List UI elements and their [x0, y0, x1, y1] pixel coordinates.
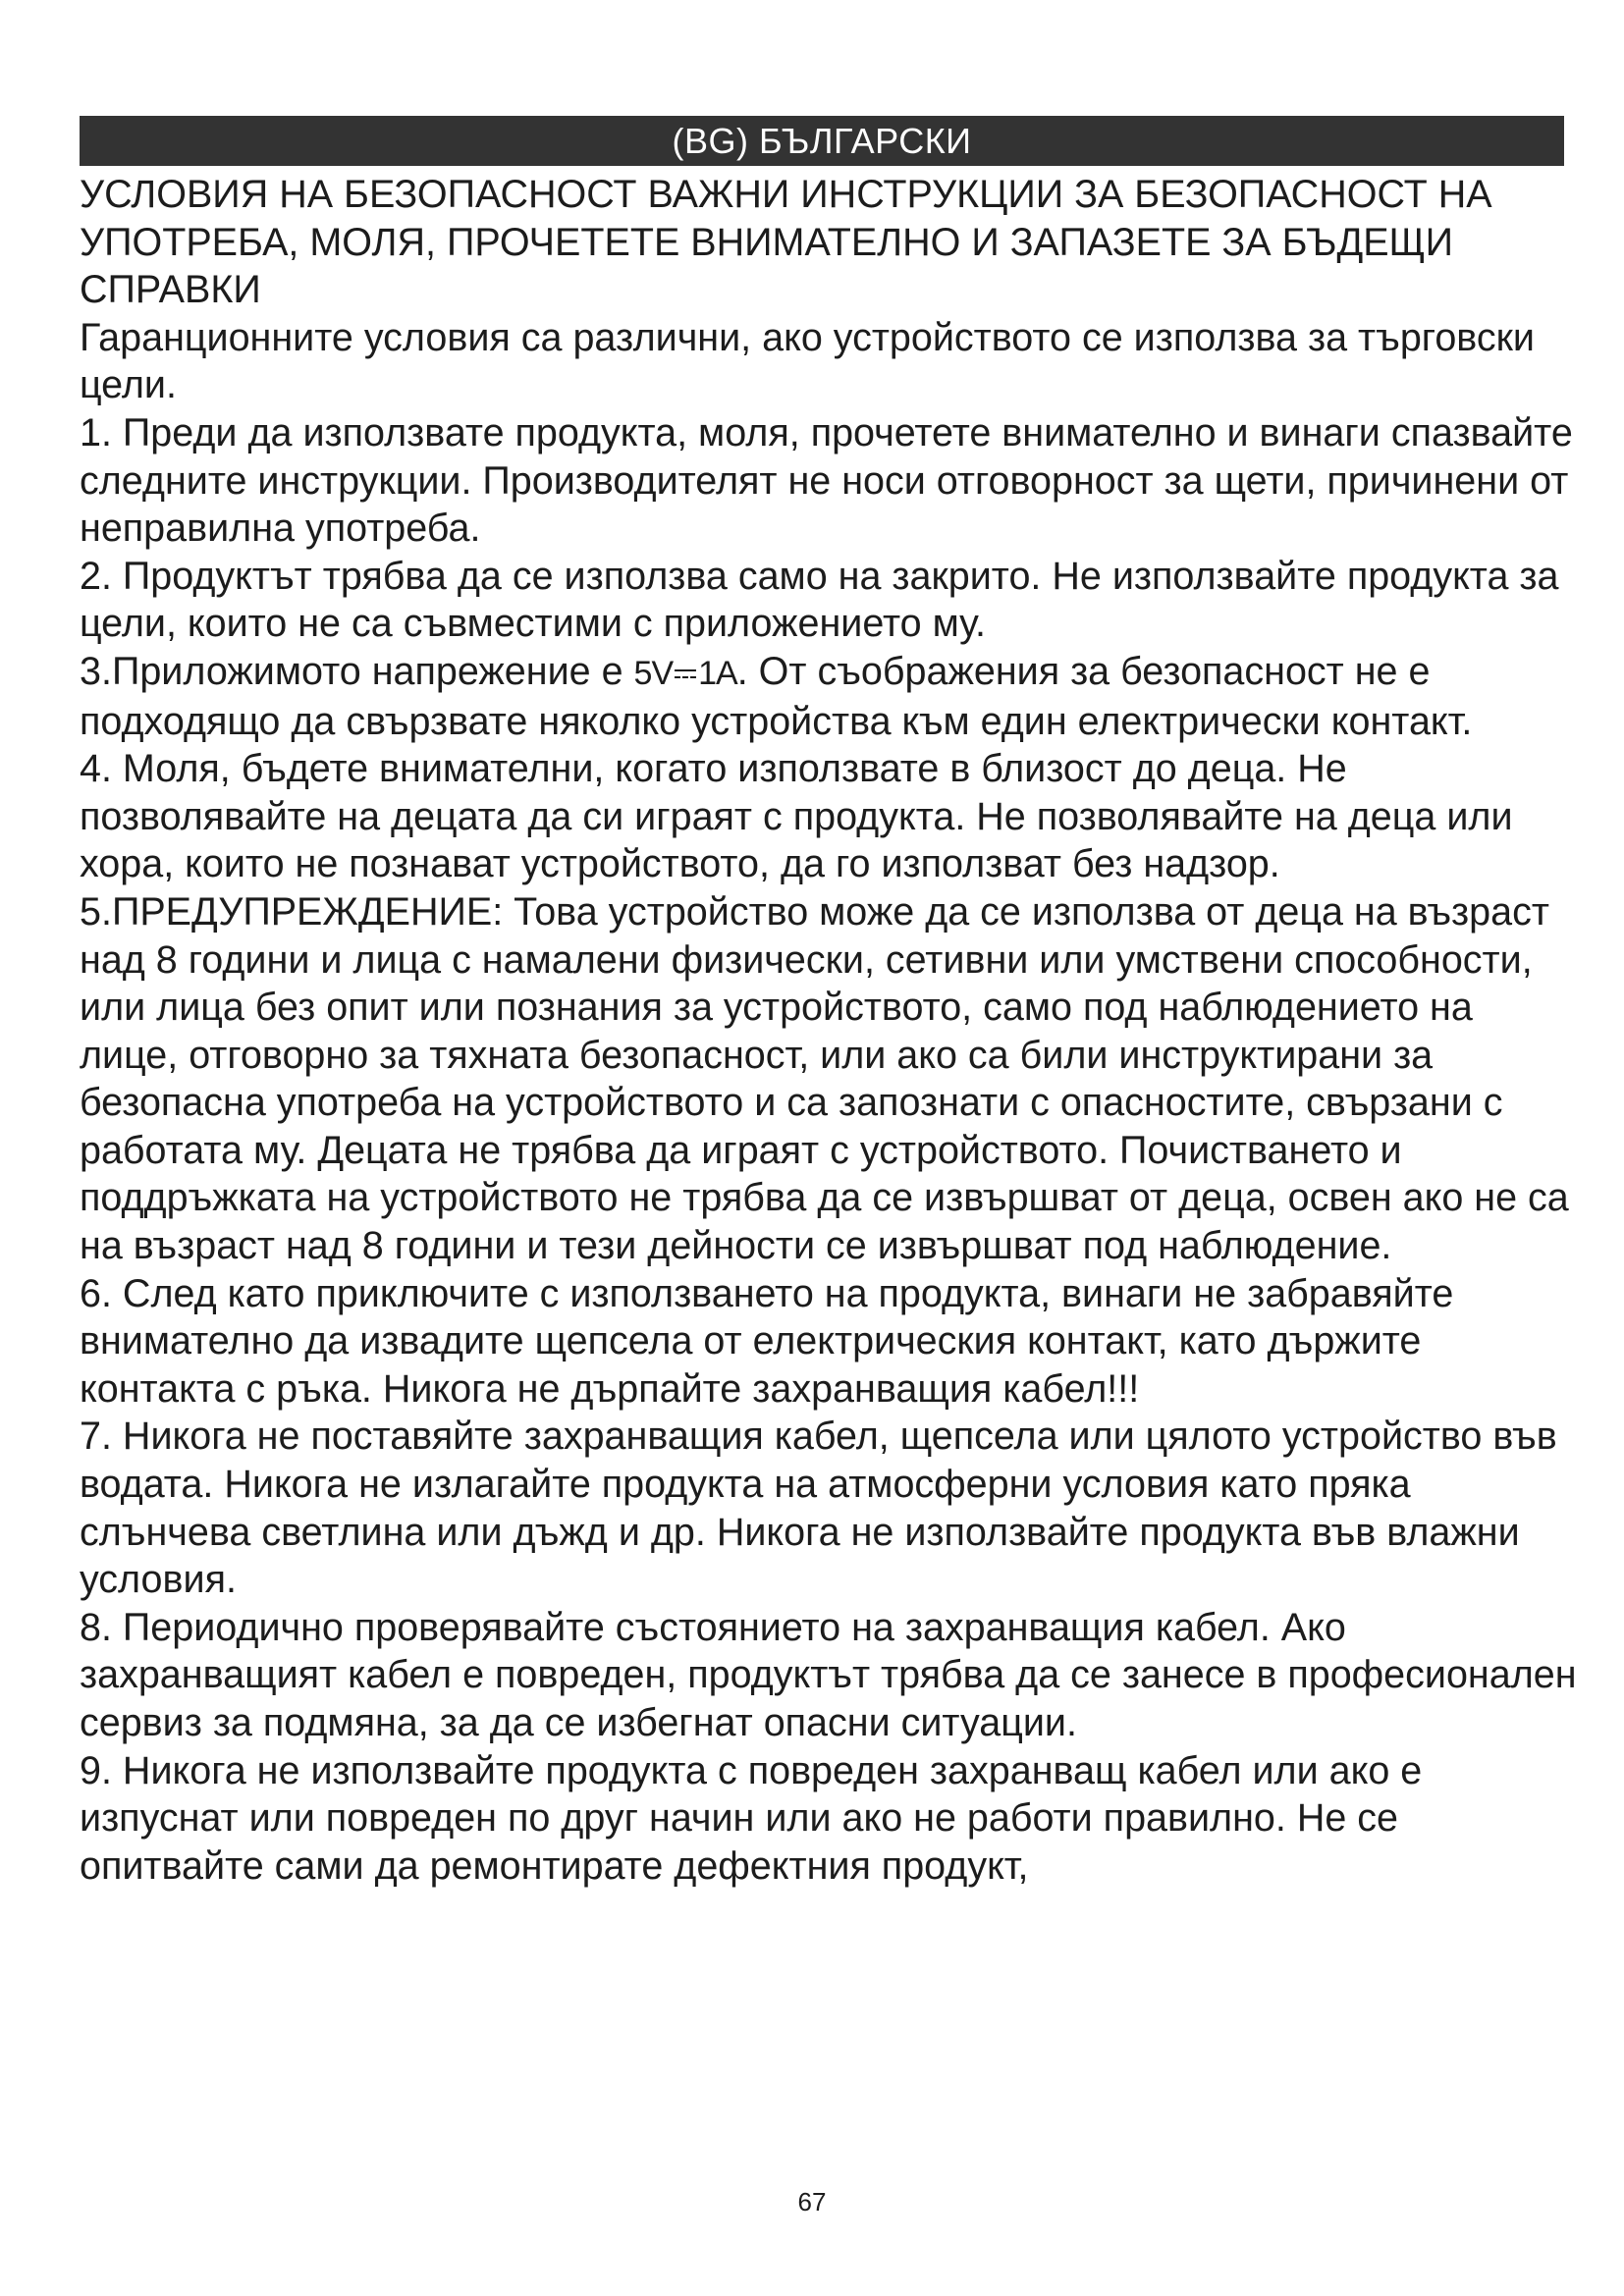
- voltage-value: 5V: [633, 654, 674, 692]
- instruction-item-9: 9. Никога не използвайте продукта с повреден захранващ кабел или ако е изпуснат или повреден по друг начин или ако не работи правилно. Не се опитвайте сами да ремонтирате дефектния продукт,: [80, 1748, 1423, 1888]
- item-3-prefix: 3.Приложимото напрежение е: [80, 649, 634, 693]
- intro-paragraph: Гаранционните условия са различни, ако устройството се използва за търговски цели.: [80, 315, 1535, 407]
- instruction-item-7: 7. Никога не поставяйте захранващия кабел, щепсела или цялото устройство във водата. Никога не излагайте продукта на атмосферни условия като пряка слънчева светлина или дъжд и др. Никога не използвайте продукта във влажни условия.: [80, 1415, 1557, 1602]
- language-label: (BG) БЪЛГАРСКИ: [672, 121, 972, 161]
- document-title: УСЛОВИЯ НА БЕЗОПАСНОСТ ВАЖНИ ИНСТРУКЦИИ ЗА БЕЗОПАСНОСТ НА УПОТРЕБА, МОЛЯ, ПРОЧЕТЕТЕ ВНИМАТЕЛНО И ЗАПАЗЕТЕ ЗА БЪДЕЩИ СПРАВКИ: [80, 173, 1492, 312]
- instruction-item-1: 1. Преди да използвате продукта, моля, прочетете внимателно и винаги спазвайте следните инструкции. Производителят не носи отговорност за щети, причинени от неправилна употреба.: [80, 410, 1573, 551]
- direct-current-icon: [675, 667, 696, 681]
- instruction-item-4: 4. Моля, бъдете внимателни, когато използвате в близост до деца. Не позволявайте на децата да си играят с продукта. Не позволявайте на деца или хора, които не познават устройството, да го използват без надзор.: [80, 747, 1513, 886]
- current-value: 1A: [698, 654, 737, 692]
- language-header-bar: [80, 116, 1564, 166]
- page-number: 67: [797, 2187, 827, 2216]
- item-3-suffix: . От съображения за безопасност не е подходящо да свързвате няколко устройства към един електрически контакт.: [80, 649, 1473, 743]
- document-body: [80, 171, 1582, 1890]
- instruction-item-5: 5.ПРЕДУПРЕЖДЕНИЕ: Това устройство може да се използва от деца на възраст над 8 години и лица с намалени физически, сетивни или умствени способности, или лица без опит или познания за устройството, само под наблюдението на лице, отговорно за тяхната безопасност, или ако са били инструктирани за безопасна употреба на устройството и са запознати с опасностите, свързани с работата му. Децата не трябва да играят с устройството. Почистването и поддръжката на устройството не трябва да се извършват от деца, освен ако не са на възраст над 8 години и тези дейности се извършват под наблюдение.: [80, 889, 1569, 1268]
- instruction-item-8: 8. Периодично проверявайте състоянието на захранващия кабел. Ако захранващият кабел е повреден, продуктът трябва да се занесе в професионален сервиз за подмяна, за да се избегнат опасни ситуации.: [80, 1605, 1577, 1744]
- instruction-item-3: [80, 648, 1582, 745]
- instruction-item-2: 2. Продуктът трябва да се използва само на закрито. Не използвайте продукта за цели, които не са съвместими с приложението му.: [80, 554, 1559, 646]
- instruction-item-6: 6. След като приключите с използването на продукта, винаги не забравяйте внимателно да извадите щепсела от електрическия контакт, като държите контакта с ръка. Никога не дърпайте захранващия кабел!!!: [80, 1271, 1454, 1411]
